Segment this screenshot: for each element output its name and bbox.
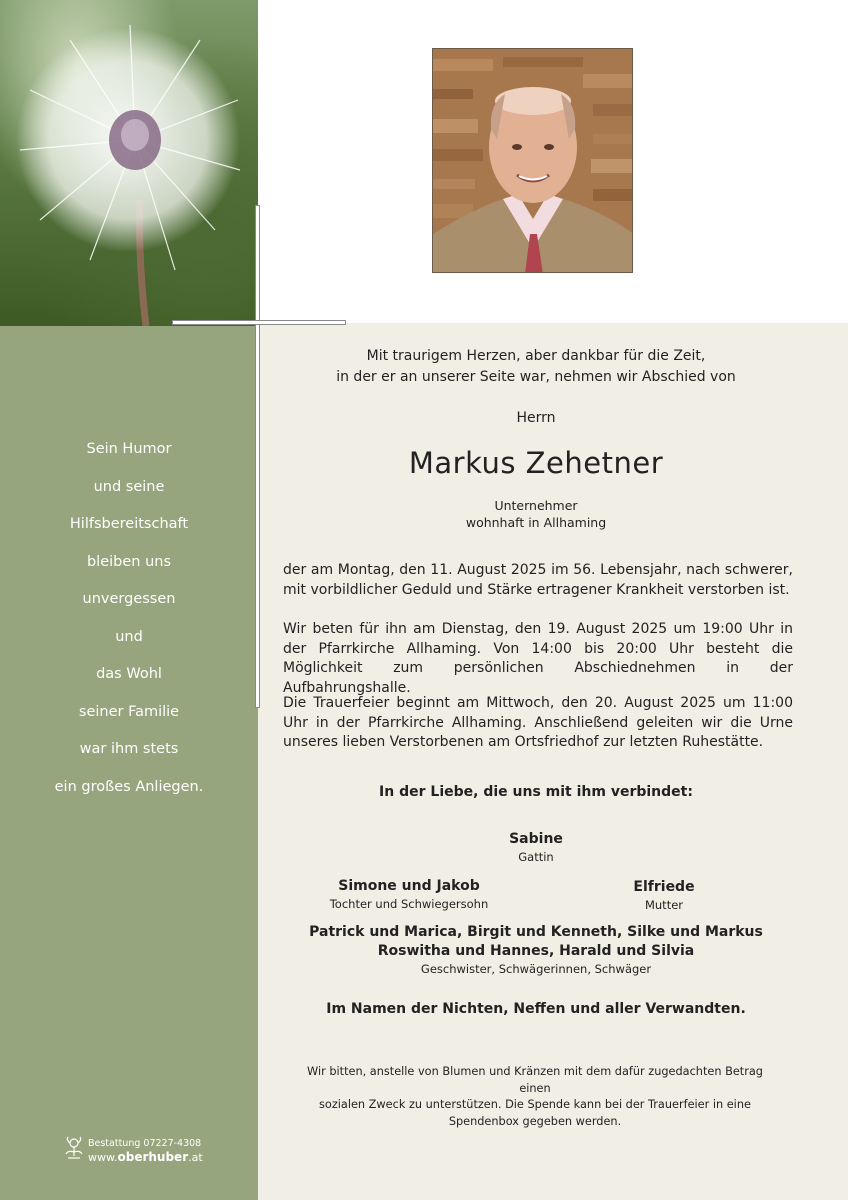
- occupation: Unternehmer: [494, 498, 578, 513]
- quote-line: Sein Humor: [86, 441, 172, 457]
- wife-name: Sabine: [509, 831, 563, 847]
- relatives-line: Im Namen der Nichten, Neffen und aller Verwandten.: [326, 1001, 746, 1017]
- sidebar-quote: [0, 436, 258, 811]
- mother-name: Elfriede: [633, 879, 695, 895]
- quote-line: und: [115, 628, 143, 645]
- siblings-role: Geschwister, Schwägerinnen, Schwäger: [420, 962, 652, 976]
- dandelion-image: [0, 0, 258, 326]
- donation-line-1: Wir bitten, anstelle von Blumen und Kränzen mit dem dafür zugedachten Betrag einen: [307, 1065, 763, 1095]
- siblings-line-1: Patrick und Marica, Birgit und Kenneth, Silke und Markus: [309, 924, 763, 940]
- deceased-name: Markus Zehetner: [408, 446, 664, 480]
- children-role: Tochter und Schwiegersohn: [329, 897, 489, 911]
- logo-phone: Bestattung 07227-4308: [88, 1138, 202, 1149]
- quote-line: ein großes Anliegen.: [54, 778, 204, 795]
- portrait-photo: [432, 48, 633, 273]
- quote-line: und seine: [93, 478, 165, 495]
- siblings-line-2: Roswitha und Hannes, Harald und Silvia: [377, 943, 695, 959]
- donation-request: [290, 1064, 780, 1130]
- deceased-details: [262, 497, 810, 531]
- intro-line-2: in der er an unserer Seite war, nehmen wir Abschied von: [336, 369, 736, 385]
- logo-website: www.oberhuber.at: [88, 1150, 203, 1164]
- quote-line: unvergessen: [82, 591, 176, 607]
- flower-logo-icon: [64, 1136, 86, 1162]
- quote-line: das Wohl: [96, 666, 162, 682]
- donation-line-2: sozialen Zweck zu unterstützen. Die Spende kann bei der Trauerfeier in eine: [319, 1098, 751, 1111]
- salutation: Herrn: [516, 410, 556, 426]
- wife-role: Gattin: [518, 850, 554, 864]
- quote-line: bleiben uns: [86, 553, 172, 570]
- intro-text: [262, 346, 810, 388]
- cross-horizontal-bar: [172, 320, 346, 325]
- quote-line: war ihm stets: [79, 741, 179, 757]
- intro-line-1: Mit traurigem Herzen, aber dankbar für die Zeit,: [366, 348, 706, 364]
- children-name: Simone und Jakob: [338, 878, 480, 894]
- death-paragraph: der am Montag, den 11. August 2025 im 56. Lebensjahr, nach schwerer, mit vorbildlicher Geduld und Stärke ertragener Krankheit verstorben ist.: [283, 562, 793, 598]
- closing-line: In der Liebe, die uns mit ihm verbindet:: [379, 784, 693, 800]
- mother-role: Mutter: [644, 898, 684, 912]
- funeral-paragraph: Die Trauerfeier beginnt am Mittwoch, den 20. August 2025 um 11:00 Uhr in der Pfarrkirche Allhaming. Anschließend geleiten wir die Urne unseres lieben Verstorbenen am Ortsfriedhof zur letzten Ruhestätte.: [283, 695, 793, 750]
- funeral-home-logo: [64, 1136, 234, 1166]
- residence: wohnhaft in Allhaming: [465, 515, 607, 530]
- quote-line: seiner Familie: [78, 703, 180, 720]
- donation-line-3: Spendenbox gegeben werden.: [448, 1114, 622, 1128]
- quote-line: Hilfsbereitschaft: [69, 516, 189, 532]
- prayer-paragraph: Wir beten für ihn am Dienstag, den 19. August 2025 um 19:00 Uhr in der Pfarrkirche Allhaming. Von 14:00 bis 20:00 Uhr besteht die Möglichkeit zum persönlichen Abschiednehmen in der Aufbahrungshalle.: [283, 621, 793, 696]
